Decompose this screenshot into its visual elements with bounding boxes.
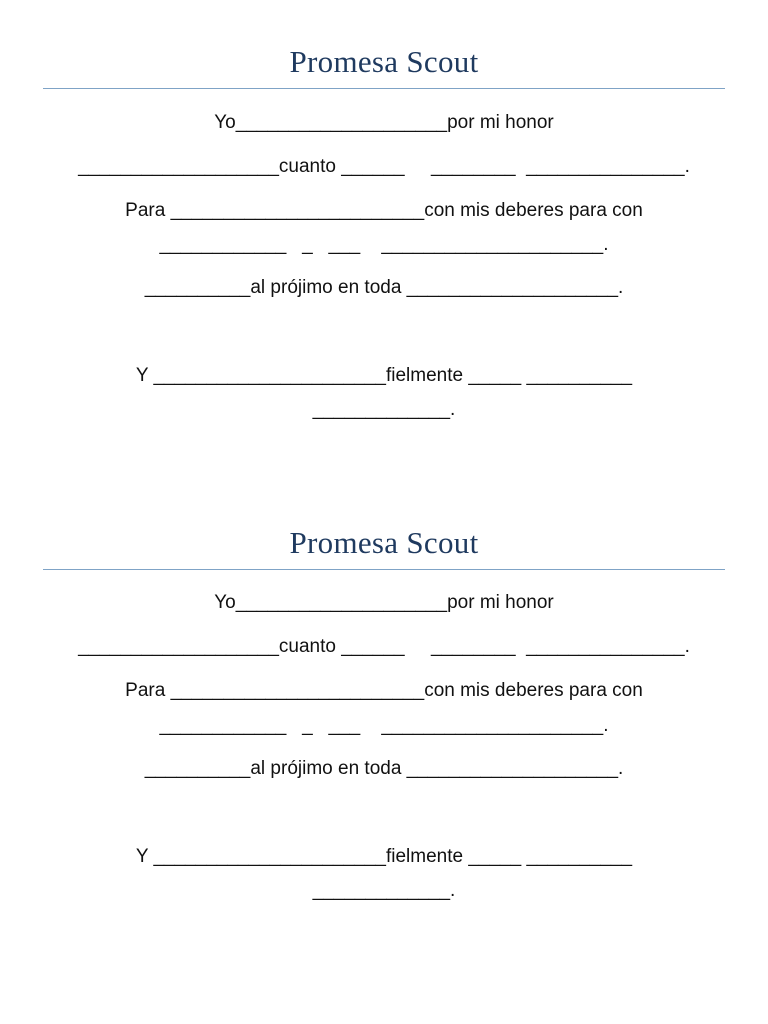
title-underline: [43, 88, 725, 89]
promise-line-1: Yo____________________por mi honor: [214, 112, 554, 133]
promise-line-1: Yo____________________por mi honor: [214, 592, 554, 613]
promise-line-6: Y ______________________fielmente _____ __________: [135, 846, 633, 867]
document-title: Promesa Scout: [289, 525, 479, 560]
promise-line-4: ____________ _ ___ _____________________.: [159, 234, 609, 255]
promise-line-2: ___________________cuanto ______ ________ _______________.: [78, 156, 690, 177]
promise-line-3: Para ________________________con mis deberes para con: [125, 200, 643, 221]
promise-line-3: Para ________________________con mis deberes para con: [125, 680, 643, 701]
promise-line-2: ___________________cuanto ______ ________ _______________.: [78, 636, 690, 657]
promise-line-5: __________al prójimo en toda ____________________.: [144, 277, 624, 298]
promise-line-4: ____________ _ ___ _____________________.: [159, 715, 609, 736]
promise-line-7: _____________.: [312, 399, 456, 420]
title-underline: [43, 569, 725, 570]
promise-line-6: Y ______________________fielmente _____ __________: [135, 365, 633, 386]
document-title: Promesa Scout: [289, 44, 479, 79]
promise-line-5: __________al prójimo en toda ____________________.: [144, 758, 624, 779]
promise-line-7: _____________.: [312, 880, 456, 901]
